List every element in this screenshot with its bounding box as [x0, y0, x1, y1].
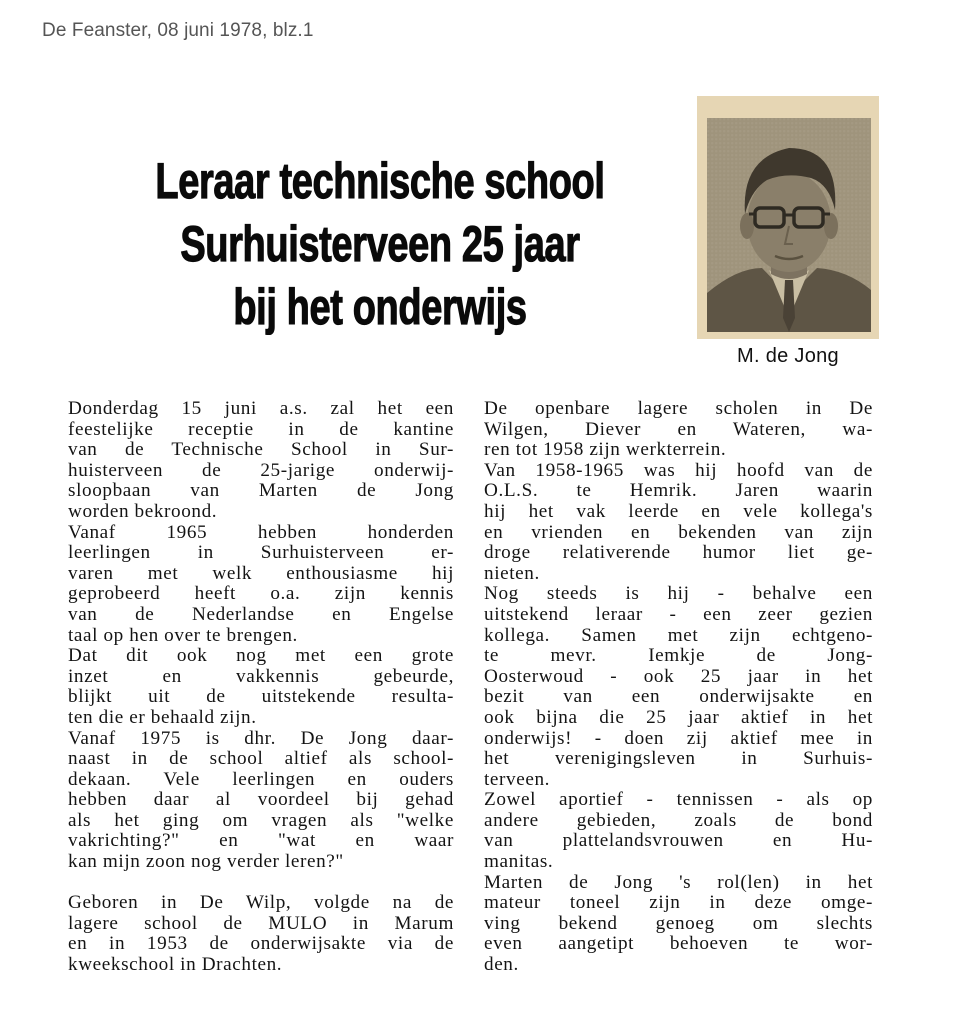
article-line: geprobeerd heeft o.a. zijn kennis — [68, 583, 454, 605]
article-line: Dat dit ook nog met een grote — [68, 645, 454, 667]
article-line: den. — [484, 954, 519, 976]
article-line: bezit van een onderwijsakte en — [484, 686, 873, 708]
article-line: kollega. Samen met zijn echtgeno- — [484, 624, 873, 646]
article-line: onderwijs! - doen zij aktief mee in — [484, 727, 873, 749]
article-line: worden bekroond. — [68, 500, 218, 522]
article-line: Zowel aportief - tennissen - als op — [484, 789, 873, 811]
article-line: Vanaf 1975 is dhr. De Jong daar- — [68, 727, 454, 749]
article-line: nieten. — [484, 562, 540, 584]
photo-caption: M. de Jong — [737, 345, 839, 367]
article-line: naast in de school altief als school- — [68, 748, 454, 770]
headline-line-1: Leraar technische school — [155, 153, 605, 209]
article-line: blijkt uit de uitstekende resulta- — [68, 686, 454, 708]
article-line: ten die er behaald zijn. — [68, 706, 257, 728]
article-line: kweekschool in Drachten. — [68, 954, 283, 976]
article-line: sloopbaan van Marten de Jong — [68, 480, 454, 502]
article-line: ren tot 1958 zijn werkterrein. — [484, 439, 727, 461]
article-line: van plattelandsvrouwen en Hu- — [484, 830, 873, 852]
article-line: O.L.S. te Hemrik. Jaren waarin — [484, 480, 873, 502]
article-line: kan mijn zoon nog verder leren?" — [68, 851, 344, 873]
article-line: taal op hen over te brengen. — [68, 624, 298, 646]
article-line: Van 1958-1965 was hij hoofd van de — [484, 459, 873, 481]
article-line: als het ging om vragen als "welke — [68, 809, 454, 831]
article-line: Marten de Jong 's rol(len) in het — [484, 871, 873, 893]
article-line: te mevr. Iemkje de Jong- — [484, 645, 873, 667]
article-line: De openbare lagere scholen in De — [484, 398, 873, 419]
article-line: terveen. — [484, 768, 551, 790]
article-line: en in 1953 de onderwijsakte via de — [68, 933, 454, 955]
article-line: droge relativerende humor liet ge- — [484, 542, 873, 564]
article-column-right — [484, 399, 873, 976]
article-line: andere gebieden, zoals de bond — [484, 809, 873, 831]
article-line: feestelijke receptie in de kantine — [68, 418, 454, 440]
article-line: inzet en vakkennis gebeurde, — [68, 665, 454, 687]
article-line: Donderdag 15 juni a.s. zal het een — [68, 398, 454, 419]
article-line: hebben daar al voordeel bij gehad — [68, 789, 454, 811]
article-line: dekaan. Vele leerlingen en ouders — [68, 768, 454, 790]
article-line: Vanaf 1965 hebben honderden — [68, 521, 454, 543]
article-line: leerlingen in Surhuisterveen er- — [68, 542, 454, 564]
article-headline — [55, 150, 705, 339]
portrait-illustration-icon — [707, 118, 871, 332]
article-line: Nog steeds is hij - behalve een — [484, 583, 873, 605]
portrait-photo — [697, 96, 879, 339]
article-line: Oosterwoud - ook 25 jaar in het — [484, 665, 873, 687]
paragraph-spacer — [68, 873, 454, 894]
source-citation: De Feanster, 08 juni 1978, blz.1 — [42, 20, 314, 41]
article-line: Wilgen, Diever en Wateren, wa- — [484, 418, 873, 440]
article-line: uitstekend leraar - een zeer gezien — [484, 603, 873, 625]
headline-line-3: bij het onderwijs — [233, 279, 527, 335]
article-line: varen met welk enthousiasme hij — [68, 562, 454, 584]
article-line: Geboren in De Wilp, volgde na de — [68, 892, 454, 914]
article-line: mateur toneel zijn in deze omge- — [484, 892, 873, 914]
article-line: ook bijna die 25 jaar aktief in het — [484, 706, 873, 728]
article-line: van de Nederlandse en Engelse — [68, 603, 454, 625]
article-line: van de Technische School in Sur- — [68, 439, 454, 461]
article-line: ving bekend genoeg om slechts — [484, 912, 873, 934]
article-line: huisterveen de 25-jarige onderwij- — [68, 459, 454, 481]
article-column-left — [68, 399, 454, 976]
article-line: hij het vak leerde en vele kollega's — [484, 500, 873, 522]
article-line: even aangetipt behoeven te wor- — [484, 933, 873, 955]
portrait-image — [707, 118, 871, 332]
headline-line-2: Surhuisterveen 25 jaar — [180, 216, 580, 272]
article-line: manitas. — [484, 851, 554, 873]
article-line: lagere school de MULO in Marum — [68, 912, 454, 934]
article-line: het verenigingsleven in Surhuis- — [484, 748, 873, 770]
article-line: vakrichting?" en "wat en waar — [68, 830, 454, 852]
article-line: en vrienden en bekenden van zijn — [484, 521, 873, 543]
